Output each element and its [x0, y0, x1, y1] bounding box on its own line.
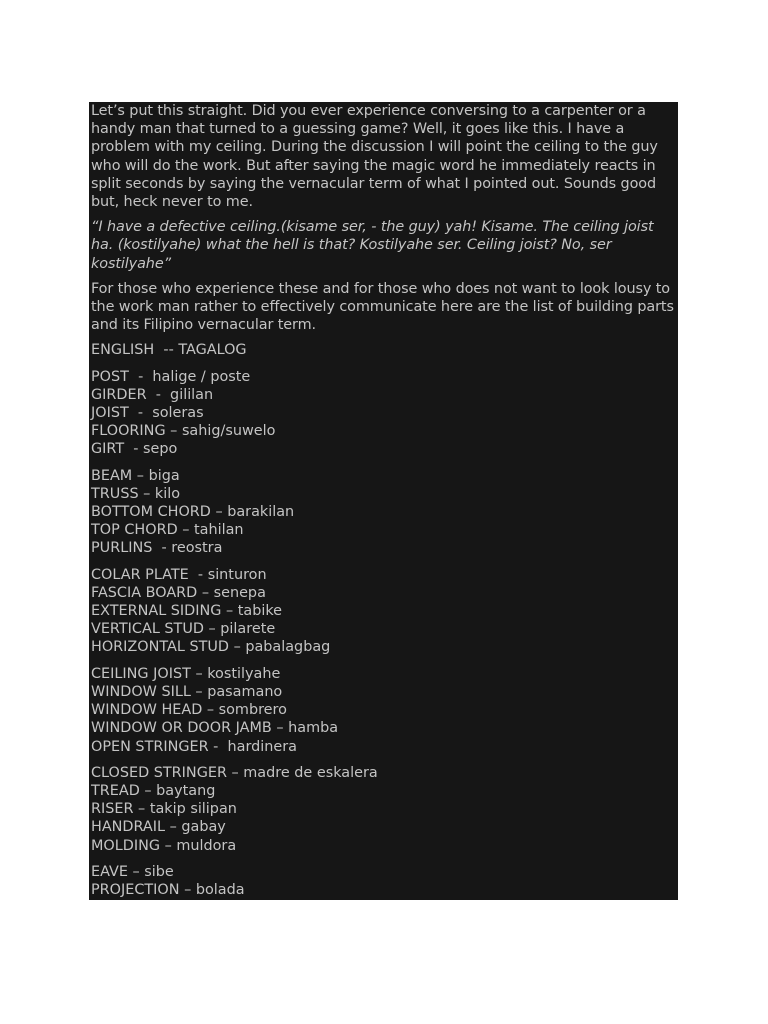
term-group — [91, 368, 676, 459]
term-line: PURLINS - reostra — [91, 540, 223, 557]
article-panel — [89, 102, 678, 900]
term-line: GIRDER - gililan — [91, 386, 214, 403]
term-line: CEILING JOIST – kostilyahe — [91, 665, 281, 682]
term-line: OPEN STRINGER - hardinera — [91, 738, 297, 755]
term-line: TOP CHORD – tahilan — [91, 522, 244, 539]
list-heading: ENGLISH -- TAGALOG — [91, 342, 247, 359]
term-line: WINDOW HEAD – sombrero — [91, 702, 287, 719]
term-line: FLOORING – sahig/suwelo — [91, 423, 276, 440]
term-group — [91, 467, 676, 558]
term-line: VERTICAL STUD – pilarete — [91, 621, 276, 638]
term-group — [91, 764, 676, 855]
term-line: HANDRAIL – gabay — [91, 819, 226, 836]
term-line: COLAR PLATE - sinturon — [91, 566, 267, 583]
term-line: BEAM – biga — [91, 467, 180, 484]
term-line: TRUSS – kilo — [91, 485, 181, 502]
term-group — [91, 665, 676, 756]
term-group — [91, 566, 676, 657]
term-line: GIRT - sepo — [91, 441, 178, 458]
term-line: HORIZONTAL STUD – pabalagbag — [91, 639, 331, 656]
term-line: BOTTOM CHORD – barakilan — [91, 504, 295, 521]
term-line: EAVE – sibe — [91, 863, 174, 880]
term-line: JOIST - soleras — [91, 405, 204, 422]
term-group — [91, 863, 676, 899]
term-line: FASCIA BOARD – senepa — [91, 584, 266, 601]
lead-paragraph: For those who experience these and for those who does not want to look lousy to the work man rather to effectively communicate here are the list of building parts and its Filipino vernacular term. — [91, 280, 674, 334]
term-line: WINDOW SILL – pasamano — [91, 683, 283, 700]
term-line: RISER – takip silipan — [91, 801, 237, 818]
term-line: PROJECTION – bolada — [91, 881, 245, 898]
intro-paragraph: Let’s put this straight. Did you ever experience conversing to a carpenter or a handy man that turned to a guessing game? Well, it goes like this. I have a problem with my ceiling. During the discussion I will point the ceiling to the guy who will do the work. But after saying the magic word he immediately reacts in split seconds by saying the vernacular term of what I pointed out. Sounds good but, heck never to me. — [91, 103, 658, 211]
term-line: MOLDING – muldora — [91, 837, 237, 854]
term-line: POST - halige / poste — [91, 368, 251, 385]
term-line: WINDOW OR DOOR JAMB – hamba — [91, 720, 339, 737]
term-line: TREAD – baytang — [91, 782, 216, 799]
quote-paragraph: “I have a defective ceiling.(kisame ser, - the guy) yah! Kisame. The ceiling joist ha. (kostilyahe) what the hell is that? Kostilyahe ser. Ceiling joist? No, ser kostilyahe” — [91, 219, 654, 272]
term-line: EXTERNAL SIDING – tabike — [91, 603, 283, 620]
term-line: CLOSED STRINGER – madre de eskalera — [91, 764, 378, 781]
